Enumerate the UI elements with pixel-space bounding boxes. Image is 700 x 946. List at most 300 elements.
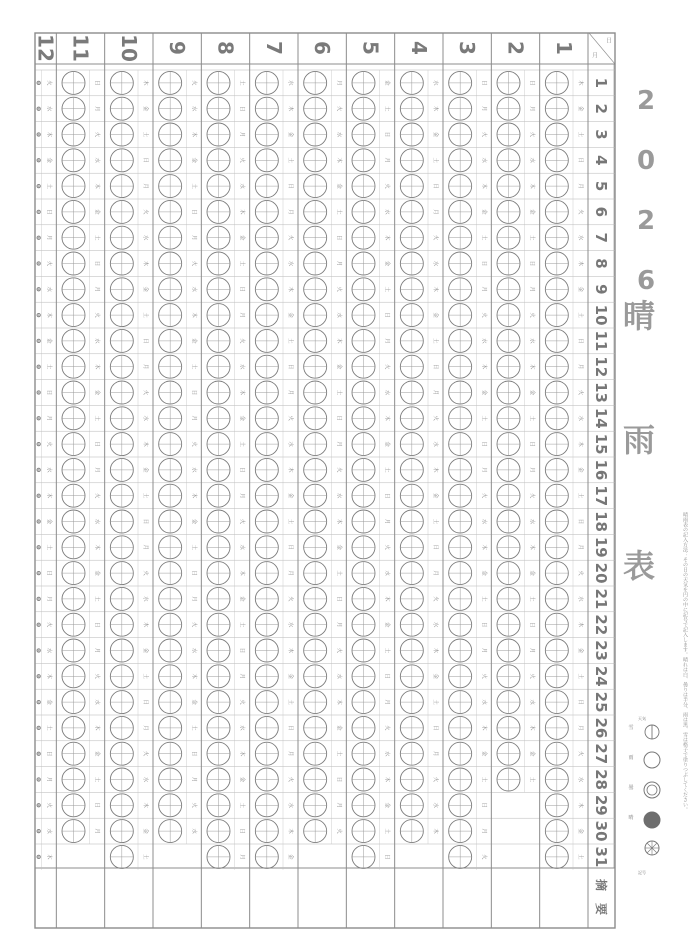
weekday-label: 木 (45, 131, 52, 138)
weekday-label: 火 (335, 647, 342, 654)
day-number: 23 (592, 640, 610, 661)
weekday-label: 土 (577, 492, 583, 499)
weekday-label: 水 (335, 673, 342, 680)
weekday-label: 火 (335, 467, 342, 473)
weekday-label: 木 (383, 596, 390, 602)
month-label: 3 (455, 41, 480, 55)
weekday-label: 木 (238, 750, 245, 757)
weekday-label: 月 (480, 828, 487, 834)
weekday-label: 火 (383, 363, 390, 370)
weekday-label: 日 (528, 441, 535, 447)
weekday-label: 水 (238, 725, 245, 731)
weekday-label: 月 (528, 467, 535, 473)
legend-caption-right: 記号 (638, 870, 646, 875)
weekday-label: 金 (287, 312, 293, 318)
weekday-label: 土 (93, 415, 100, 422)
weekday-label: 土 (190, 544, 197, 551)
sunny-icon (644, 752, 660, 768)
weekday-label: 水 (142, 776, 148, 783)
weekday-label: 金 (383, 802, 390, 809)
weekday-label: 日 (528, 260, 535, 267)
day-number: 26 (592, 717, 610, 739)
weekday-label: 木 (577, 80, 583, 86)
cloudy-icon-inner (647, 785, 657, 795)
weekday-label: 土 (93, 596, 100, 602)
weekday-label: 金 (480, 570, 487, 576)
weekday-label: 月 (432, 389, 438, 396)
weekday-label: 月 (577, 725, 583, 731)
weekday-label: 月 (45, 776, 52, 783)
weekday-label: 金 (93, 750, 100, 757)
weekday-label: 木 (383, 776, 390, 783)
weekday-label: 火 (577, 389, 583, 396)
weekday-label: 金 (45, 157, 52, 164)
weekday-label: 土 (45, 363, 52, 370)
weekday-label: 水 (287, 260, 293, 267)
weekday-label: 金 (287, 673, 293, 680)
day-number: 24 (592, 665, 610, 687)
day-number: 29 (592, 794, 610, 816)
weekday-label: 金 (335, 725, 342, 731)
weekday-label: 月 (287, 750, 293, 757)
weekday-label: 木 (480, 544, 487, 551)
weekday-label: 金 (238, 415, 245, 422)
weekday-label: 日 (45, 570, 52, 576)
weekday-label: 月 (528, 647, 535, 654)
weekday-label: 月 (383, 338, 390, 344)
weekday-label: 月 (528, 105, 535, 112)
weekday-label: 水 (93, 518, 100, 525)
weekday-label: 金 (528, 209, 535, 215)
weekday-label: 日 (577, 157, 583, 164)
weekday-label: 金 (93, 209, 100, 215)
weekday-label: 日 (383, 854, 390, 860)
weekday-label: 金 (45, 518, 52, 525)
weekday-label: 木 (190, 673, 197, 680)
weekday-label: 水 (383, 389, 390, 396)
weekday-label: 水 (432, 260, 438, 267)
weekday-label: 日 (287, 363, 293, 370)
weekday-label: 木 (45, 673, 52, 680)
weekday-label: 日 (238, 467, 245, 473)
weekday-label: 月 (190, 415, 197, 422)
weekday-label: 水 (93, 699, 100, 705)
day-number: 13 (592, 382, 610, 403)
weekday-label: 月 (383, 157, 390, 164)
weekday-label: 日 (190, 389, 197, 396)
weekday-label: 木 (93, 363, 100, 370)
weekday-label: 水 (432, 621, 438, 628)
weekday-label: 木 (480, 183, 487, 189)
weekday-label: 日 (287, 725, 293, 731)
weekday-label: 日 (480, 802, 487, 809)
weekday-label: 土 (190, 725, 197, 731)
weekday-label: 日 (238, 647, 245, 654)
weekday-label: 金 (528, 750, 535, 757)
weekday-label: 金 (287, 131, 293, 138)
weekday-label: 水 (93, 157, 100, 164)
weekday-label: 水 (528, 338, 535, 344)
weekday-label: 日 (335, 234, 342, 241)
weekday-label: 月 (480, 286, 487, 293)
weekday-label: 金 (287, 492, 293, 499)
weekday-label: 日 (142, 338, 148, 344)
weekday-label: 月 (432, 209, 438, 215)
weekday-label: 水 (480, 518, 487, 525)
weekday-label: 火 (480, 854, 487, 860)
weekday-label: 火 (480, 131, 487, 138)
weekday-label: 日 (383, 673, 390, 680)
weekday-label: 金 (142, 105, 148, 112)
weekday-label: 木 (93, 183, 100, 189)
weekday-label: 土 (432, 699, 438, 705)
weekday-label: 火 (432, 596, 438, 602)
weekday-label: 金 (190, 699, 197, 705)
legend-caption-left: 天気 (638, 716, 646, 721)
weekday-label: 月 (432, 750, 438, 757)
weekday-label: 木 (432, 828, 438, 834)
weekday-label: 水 (383, 209, 390, 215)
weekday-label: 火 (335, 286, 342, 293)
weekday-label: 土 (142, 673, 148, 680)
weekday-label: 金 (238, 776, 245, 783)
weekday-label: 日 (432, 544, 438, 551)
title-char-table: 表 (622, 547, 655, 585)
weekday-label: 月 (335, 260, 342, 267)
weekday-label: 金 (577, 467, 583, 473)
weekday-label: 火 (480, 312, 487, 318)
weekday-label: 土 (142, 492, 148, 499)
weekday-label: 土 (287, 699, 293, 705)
weekday-label: 火 (190, 802, 197, 809)
weekday-label: 日 (190, 570, 197, 576)
weekday-label: 月 (238, 673, 245, 680)
weekday-label: 金 (577, 828, 583, 834)
weekday-label: 月 (93, 286, 100, 293)
weekday-label: 日 (577, 699, 583, 705)
weekday-label: 水 (238, 363, 245, 370)
weekday-label: 月 (45, 234, 52, 241)
weekday-label: 木 (577, 621, 583, 628)
weekday-label: 土 (480, 596, 487, 602)
weekday-label: 木 (432, 467, 438, 473)
weekday-label: 木 (287, 647, 293, 654)
weekday-label: 木 (93, 544, 100, 551)
weekday-label: 火 (93, 673, 100, 680)
weekday-label: 土 (383, 105, 390, 112)
weekday-label: 火 (335, 828, 342, 834)
weekday-label: 月 (142, 183, 148, 189)
weekday-label: 木 (142, 80, 148, 86)
legend-label-sunny: 晴 (628, 815, 634, 821)
weekday-label: 日 (480, 80, 487, 86)
weekday-label: 木 (577, 802, 583, 809)
weekday-label: 日 (335, 776, 342, 783)
weekday-label: 木 (432, 647, 438, 654)
weekday-label: 水 (190, 828, 197, 834)
weekday-label: 金 (432, 312, 438, 318)
weekday-label: 月 (480, 467, 487, 473)
weekday-label: 火 (142, 389, 148, 396)
day-number: 17 (592, 485, 610, 507)
month-label: 6 (310, 41, 335, 55)
weekday-label: 日 (383, 131, 390, 138)
weekday-label: 土 (577, 312, 583, 318)
weekday-label: 水 (577, 415, 583, 422)
weekday-label: 木 (45, 492, 52, 499)
weekday-label: 木 (528, 725, 535, 731)
weekday-label: 水 (432, 802, 438, 809)
weekday-label: 日 (93, 80, 100, 86)
weekday-label: 土 (238, 441, 245, 447)
weekday-label: 日 (93, 621, 100, 628)
weekday-label: 月 (190, 234, 197, 241)
weekday-label: 月 (93, 647, 100, 654)
day-number: 2 (592, 103, 610, 114)
weekday-label: 日 (383, 312, 390, 318)
weekday-label: 日 (432, 725, 438, 731)
weekday-label: 水 (432, 441, 438, 447)
weekday-label: 金 (190, 157, 197, 164)
day-number: 1 (592, 77, 610, 89)
weekday-label: 水 (238, 183, 245, 189)
month-label: 4 (406, 41, 431, 55)
day-number: 25 (592, 691, 610, 713)
weekday-label: 水 (383, 750, 390, 757)
day-number: 30 (592, 820, 610, 842)
weekday-label: 火 (45, 80, 52, 86)
day-number: 16 (592, 459, 610, 481)
weekday-label: 金 (577, 286, 583, 293)
cloudy-icon (644, 782, 660, 798)
weekday-label: 火 (142, 209, 148, 215)
weekday-label: 月 (383, 699, 390, 705)
weekday-label: 土 (528, 415, 535, 422)
weekday-label: 火 (238, 699, 245, 705)
weekday-label: 月 (142, 363, 148, 370)
weekday-label: 金 (238, 596, 245, 602)
weekday-label: 金 (577, 647, 583, 654)
weekday-label: 土 (335, 570, 342, 576)
weekday-label: 火 (335, 105, 342, 112)
weekday-label: 木 (335, 157, 342, 164)
weekday-label: 月 (287, 209, 293, 215)
weekday-label: 土 (142, 312, 148, 318)
weekday-label: 木 (238, 389, 245, 396)
weekday-label: 日 (335, 596, 342, 602)
month-label: 2 (503, 41, 528, 55)
weekday-label: 水 (45, 828, 52, 834)
weekday-label: 月 (335, 802, 342, 809)
weekday-label: 金 (577, 105, 583, 112)
weekday-label: 土 (93, 234, 100, 241)
weekday-label: 水 (287, 802, 293, 809)
weekday-label: 水 (528, 157, 535, 164)
weekday-label: 火 (190, 621, 197, 628)
weekday-label: 火 (577, 750, 583, 757)
day-number: 8 (592, 258, 610, 269)
weekday-label: 土 (528, 234, 535, 241)
weekday-label: 日 (432, 363, 438, 370)
weekday-label: 水 (238, 544, 245, 551)
weekday-label: 木 (287, 467, 293, 473)
weekday-label: 水 (577, 234, 583, 241)
month-label: 11 (68, 34, 93, 62)
weekday-label: 火 (93, 131, 100, 138)
weekday-label: 火 (528, 673, 535, 680)
weekday-label: 火 (528, 312, 535, 318)
weekday-label: 水 (480, 157, 487, 164)
weekday-label: 月 (93, 467, 100, 473)
weekday-label: 金 (432, 131, 438, 138)
weekday-label: 水 (577, 776, 583, 783)
weekday-label: 水 (528, 699, 535, 705)
weekday-label: 火 (93, 312, 100, 318)
weekday-label: 水 (432, 80, 438, 86)
weekday-label: 火 (238, 157, 245, 164)
weekday-label: 金 (383, 260, 390, 267)
title-char-rain: 雨 (622, 421, 655, 459)
weekday-label: 金 (45, 338, 52, 344)
weekday-label: 木 (383, 234, 390, 241)
weekday-label: 土 (287, 518, 293, 525)
weekday-label: 土 (45, 544, 52, 551)
weekday-label: 水 (142, 596, 148, 602)
weekday-label: 水 (45, 467, 52, 473)
weekday-label: 土 (383, 828, 390, 834)
day-number: 21 (592, 588, 610, 610)
rain-icon (644, 812, 660, 828)
weekday-label: 木 (335, 699, 342, 705)
weekday-label: 土 (238, 80, 245, 86)
weekday-label: 金 (383, 441, 390, 447)
weekday-label: 月 (93, 105, 100, 112)
weekday-label: 木 (335, 518, 342, 525)
weekday-label: 土 (238, 621, 245, 628)
weekday-label: 日 (480, 260, 487, 267)
weekday-label: 日 (528, 621, 535, 628)
weekday-label: 日 (383, 492, 390, 499)
weekday-label: 金 (93, 570, 100, 576)
footnote-text: 晴雨表の記入方法：その日の天気を円の中に記号で記入します。晴れは白、曇りは半分、雨は黒、雪は格子で塗りつぶしてください。 (682, 512, 688, 812)
month-label: 10 (116, 34, 141, 62)
weekday-label: 水 (335, 131, 342, 138)
weekday-label: 金 (528, 570, 535, 576)
weekday-label: 火 (238, 518, 245, 525)
weekday-label: 土 (287, 338, 293, 344)
day-number: 5 (592, 180, 610, 192)
day-number: 18 (592, 511, 610, 532)
memo-label: 摘 要 (594, 878, 608, 916)
weekday-label: 土 (480, 234, 487, 241)
weekday-label: 金 (480, 389, 487, 396)
weekday-label: 金 (45, 699, 52, 705)
weekday-label: 木 (528, 363, 535, 370)
weekday-label: 土 (480, 776, 487, 783)
weekday-label: 火 (287, 596, 293, 602)
weekday-label: 月 (93, 828, 100, 834)
weekday-label: 火 (432, 234, 438, 241)
weekday-label: 木 (238, 209, 245, 215)
weekday-label: 日 (190, 750, 197, 757)
weekday-label: 金 (432, 673, 438, 680)
weekday-label: 水 (383, 570, 390, 576)
month-label: 8 (213, 41, 238, 55)
weekday-label: 日 (45, 209, 52, 215)
month-label: 7 (261, 41, 286, 55)
weekday-label: 土 (432, 338, 438, 344)
weekday-label: 土 (577, 131, 583, 138)
weekday-label: 水 (287, 441, 293, 447)
weekday-label: 日 (142, 518, 148, 525)
weekday-label: 日 (480, 621, 487, 628)
weekday-label: 日 (577, 338, 583, 344)
corner-month-label: 月 (591, 52, 599, 60)
weekday-label: 日 (238, 105, 245, 112)
weekday-label: 木 (142, 802, 148, 809)
weekday-label: 木 (335, 338, 342, 344)
weekday-label: 日 (45, 750, 52, 757)
weekday-label: 土 (142, 854, 148, 860)
weekday-label: 火 (577, 209, 583, 215)
weekday-label: 土 (383, 286, 390, 293)
weekday-label: 木 (190, 492, 197, 499)
weekday-label: 月 (190, 776, 197, 783)
weekday-label: 月 (335, 441, 342, 447)
day-number: 19 (592, 536, 610, 558)
month-label: 12 (33, 34, 58, 62)
weekday-label: 月 (287, 389, 293, 396)
weekday-label: 月 (142, 544, 148, 551)
weekday-label: 火 (432, 415, 438, 422)
weekday-label: 土 (190, 183, 197, 189)
weekday-label: 土 (190, 363, 197, 370)
weekday-label: 木 (577, 441, 583, 447)
weekday-label: 土 (45, 183, 52, 189)
weekday-label: 火 (528, 492, 535, 499)
weekday-label: 土 (335, 209, 342, 215)
weekday-label: 火 (577, 570, 583, 576)
weekday-label: 水 (528, 518, 535, 525)
weekday-label: 水 (480, 699, 487, 705)
weekday-label: 水 (480, 338, 487, 344)
weekday-label: 金 (383, 621, 390, 628)
weekday-label: 水 (287, 80, 293, 86)
weekday-label: 水 (45, 286, 52, 293)
weekday-label: 金 (142, 647, 148, 654)
weekday-label: 火 (238, 338, 245, 344)
weekday-label: 金 (335, 544, 342, 551)
weekday-label: 月 (577, 544, 583, 551)
weekday-label: 土 (577, 854, 583, 860)
weekday-label: 金 (93, 389, 100, 396)
weekday-label: 水 (287, 621, 293, 628)
weekday-label: 月 (238, 854, 245, 860)
weekday-label: 木 (432, 105, 438, 112)
weekday-label: 木 (45, 312, 52, 318)
weekday-label: 火 (383, 725, 390, 731)
weekday-label: 日 (432, 183, 438, 189)
weekday-label: 土 (432, 157, 438, 164)
weekday-label: 火 (45, 621, 52, 628)
weekday-label: 金 (142, 286, 148, 293)
weekday-label: 金 (432, 492, 438, 499)
weekday-label: 月 (238, 492, 245, 499)
day-number: 6 (592, 206, 610, 218)
weekday-label: 土 (142, 131, 148, 138)
weekday-label: 金 (335, 363, 342, 370)
weekday-label: 日 (190, 209, 197, 215)
